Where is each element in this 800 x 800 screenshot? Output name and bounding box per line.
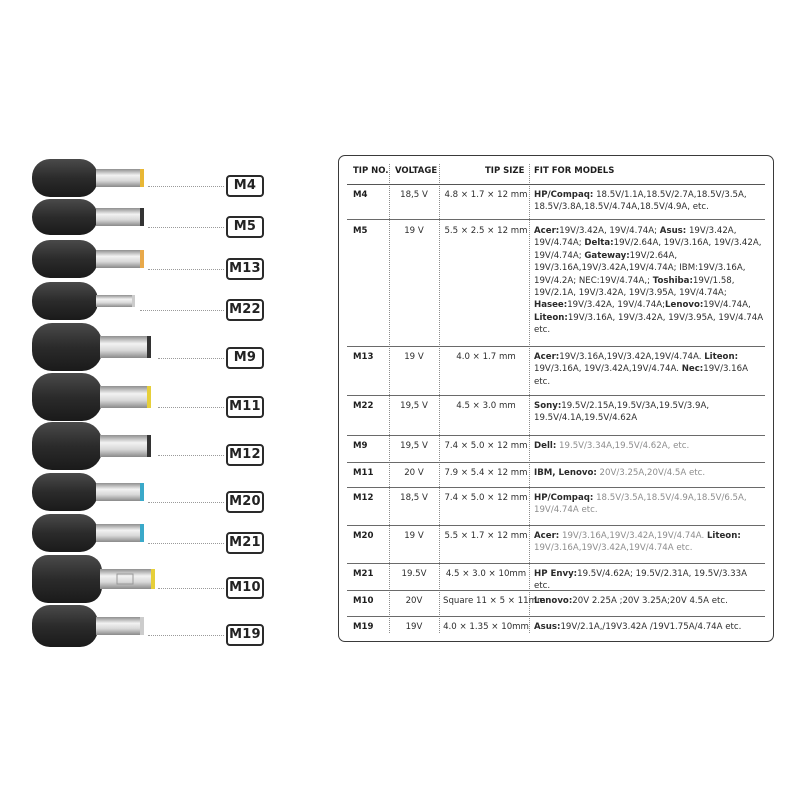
- tip-size-cell: 5.5 × 2.5 × 12 mm: [444, 226, 528, 236]
- tip-label-badge: M20: [226, 491, 264, 513]
- tip-label-badge: M22: [226, 299, 264, 321]
- row-divider: [347, 525, 765, 526]
- fit-for-models-cell: Dell: 19.5V/3.34A,19.5V/4.62A, etc.: [534, 441, 690, 451]
- tip-number-cell: M12: [353, 493, 374, 503]
- tip-number-cell: M13: [353, 352, 374, 362]
- tip-label-badge: M12: [226, 444, 264, 466]
- leader-line: [158, 407, 224, 408]
- fit-for-models-cell: HP/Compaq: 18.5V/1.1A,18.5V/2.7A,18.5V/3.5A, 18.5V/3.8A,18.5V/4.74A,18.5V/4.9A, etc.: [534, 190, 747, 213]
- tip-label-badge: M13: [226, 258, 264, 280]
- tip-number-cell: M22: [353, 401, 374, 411]
- leader-line: [158, 455, 224, 456]
- tip-size-cell: 7.9 × 5.4 × 12 mm: [444, 468, 528, 478]
- row-divider: [347, 563, 765, 564]
- voltage-cell: 19 V: [404, 531, 424, 541]
- tip-label-badge: M5: [226, 216, 264, 238]
- leader-line: [148, 186, 224, 187]
- row-divider: [347, 462, 765, 463]
- tip-number-cell: M11: [353, 468, 374, 478]
- header-tip-no: TIP NO.: [353, 166, 389, 176]
- tip-label-badge: M9: [226, 347, 264, 369]
- voltage-cell: 19,5 V: [400, 401, 428, 411]
- voltage-cell: 20V: [405, 596, 423, 606]
- tip-size-cell: 5.5 × 1.7 × 12 mm: [444, 531, 528, 541]
- tip-label-badge: M4: [226, 175, 264, 197]
- voltage-cell: 19.5V: [401, 569, 427, 579]
- fit-for-models-cell: Lenovo:20V 2.25A ;20V 3.25A;20V 4.5A etc.: [534, 596, 728, 606]
- tip-number-cell: M19: [353, 622, 374, 632]
- leader-line: [148, 543, 224, 544]
- tip-size-cell: 4.0 × 1.7 mm: [456, 352, 516, 362]
- tip-number-cell: M21: [353, 569, 374, 579]
- connector-tip-m20: [0, 472, 160, 517]
- tip-size-cell: Square 11 × 5 × 11mm: [443, 596, 546, 606]
- leader-line: [148, 227, 224, 228]
- connector-tip-m21: [0, 513, 160, 558]
- row-divider: [347, 184, 765, 185]
- spec-table: [338, 155, 774, 642]
- voltage-cell: 18,5 V: [400, 190, 428, 200]
- tip-label-badge: M10: [226, 577, 264, 599]
- leader-line: [140, 310, 224, 311]
- connector-tip-m12: [0, 421, 160, 476]
- tip-size-cell: 4.8 × 1.7 × 12 mm: [444, 190, 528, 200]
- voltage-cell: 19 V: [404, 352, 424, 362]
- tip-label-badge: M11: [226, 396, 264, 418]
- row-divider: [347, 219, 765, 220]
- row-divider: [347, 487, 765, 488]
- connector-tip-m5: [0, 198, 160, 241]
- connector-tip-m4: [0, 158, 160, 203]
- leader-line: [158, 588, 224, 589]
- connector-tip-m13: [0, 239, 160, 284]
- row-divider: [347, 616, 765, 617]
- header-voltage: VOLTAGE: [395, 166, 438, 176]
- voltage-cell: 18,5 V: [400, 493, 428, 503]
- connector-tip-m10: [0, 554, 160, 609]
- tip-label-badge: M19: [226, 624, 264, 646]
- tip-illustrations: [0, 0, 320, 800]
- tip-label-badge: M21: [226, 532, 264, 554]
- fit-for-models-cell: Acer:19V/3.16A,19V/3.42A,19V/4.74A. Liteon: 19V/3.16A, 19V/3.42A,19V/4.74A. Nec:19V/3.16A etc.: [534, 352, 748, 387]
- tip-number-cell: M4: [353, 190, 368, 200]
- header-tip-size: TIP SIZE: [485, 166, 525, 176]
- row-divider: [347, 435, 765, 436]
- fit-for-models-cell: Asus:19V/2.1A,/19V3.42A /19V1.75A/4.74A etc.: [534, 622, 742, 632]
- connector-tip-m9: [0, 322, 160, 377]
- voltage-cell: 19V: [405, 622, 423, 632]
- fit-for-models-cell: HP Envy:19.5V/4.62A; 19.5V/2.31A, 19.5V/3.33A etc.: [534, 569, 747, 592]
- fit-for-models-cell: Acer:19V/3.42A, 19V/4.74A; Asus: 19V/3.42A, 19V/4.74A; Delta:19V/2.64A, 19V/3.16A, 19V/3.42A, 19V/4.74A; Gateway:19V/2.64A, 19V/3.16A,19V/3.42A,19V/4.74A; IBM:19V/3.16A, 19V/4.2A; NEC:19V/4.74A,; Toshiba:19V/1.58, 19V/2.1A, 19V/3.42A, 19V/3.95A, 19V/4.74A; Hasee:19V/3.42A, 19V/4.74A;Lenovo:19V/4.74A, Liteon:19V/3.16A, 19V/3.42A, 19V/3.95A, 19V/4.74A etc.: [534, 226, 764, 336]
- fit-for-models-cell: HP/Compaq: 18.5V/3.5A,18.5V/4.9A,18.5V/6.5A, 19V/4.74A etc.: [534, 493, 747, 516]
- fit-for-models-cell: Acer: 19V/3.16A,19V/3.42A,19V/4.74A. Liteon: 19V/3.16A,19V/3.42A,19V/4.74A etc.: [534, 531, 741, 554]
- connector-tip-m22: [0, 281, 160, 326]
- row-divider: [347, 346, 765, 347]
- leader-line: [148, 269, 224, 270]
- voltage-cell: 20 V: [404, 468, 424, 478]
- tip-size-cell: 4.5 × 3.0 mm: [456, 401, 516, 411]
- tip-size-cell: 7.4 × 5.0 × 12 mm: [444, 493, 528, 503]
- connector-tip-m19: [0, 604, 160, 653]
- fit-for-models-cell: IBM, Lenovo: 20V/3.25A,20V/4.5A etc.: [534, 468, 706, 478]
- fit-for-models-cell: Sony:19.5V/2.15A,19.5V/3A,19.5V/3.9A, 19.5V/4.1A,19.5V/4.62A: [534, 401, 710, 424]
- header-fit-for-models: FIT FOR MODELS: [534, 166, 615, 176]
- tip-size-cell: 7.4 × 5.0 × 12 mm: [444, 441, 528, 451]
- connector-tip-m11: [0, 372, 160, 427]
- tip-size-cell: 4.5 × 3.0 × 10mm: [445, 569, 527, 579]
- row-divider: [347, 395, 765, 396]
- voltage-cell: 19 V: [404, 226, 424, 236]
- leader-line: [148, 502, 224, 503]
- leader-line: [148, 635, 224, 636]
- tip-size-cell: 4.0 × 1.35 × 10mm: [443, 622, 529, 632]
- tip-number-cell: M10: [353, 596, 374, 606]
- voltage-cell: 19,5 V: [400, 441, 428, 451]
- tip-number-cell: M5: [353, 226, 368, 236]
- tip-number-cell: M20: [353, 531, 374, 541]
- tip-number-cell: M9: [353, 441, 368, 451]
- leader-line: [158, 358, 224, 359]
